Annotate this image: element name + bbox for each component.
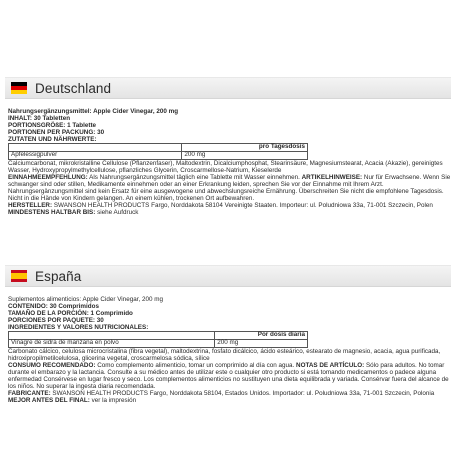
table-header-cell: Por dosis diaria (215, 332, 308, 340)
nutrition-heading: ZUTATEN UND NÄHRWERTE: (8, 136, 97, 144)
section-header-deutschland (5, 77, 451, 99)
best-before (8, 209, 451, 216)
table-header-cell: pro Tagesdosis (182, 144, 308, 152)
usage-text: Als Nahrungsergänzungsmittel täglich eine Tablette mit Wasser einnehmen. (87, 173, 302, 181)
section-espana (5, 265, 451, 404)
section-body (5, 108, 451, 216)
warnings-label: ARTIKELHINWEISE: (301, 173, 363, 181)
usage-paragraph (8, 362, 451, 390)
spain-flag-icon (11, 270, 27, 282)
germany-flag-icon (11, 82, 27, 94)
warnings-label: NOTAS DE ARTÍCULO: (296, 361, 365, 369)
manufacturer (8, 202, 451, 209)
manufacturer-text: SWANSON HEALTH PRODUCTS Fargo, Norddakota 58104, Estados Unidos. Importador: ul. Poludniowa 33a, 71-001 Szczecin, Polonia (50, 390, 435, 398)
nutrition-table (8, 143, 308, 159)
manufacturer-label: HERSTELLER: (8, 202, 53, 210)
ingredients-list: Calciumcarbonat, mikrokristalline Cellulose (Pflanzenfaser), Maltodextrin, Dicalciumphosphat, Stearinsäure, Magnesiumstearat, Acacia (Akazie), gereinigtes Wasser, Hydroxypropylmethylcellulose, pflanzliches Glycerin, Croscarmellose-Natrium, Kieselerde (8, 159, 443, 174)
best-before-text: ver la impresión (89, 397, 137, 405)
best-before-label: MEJOR ANTES DEL FINAL: (8, 397, 90, 405)
best-before-label: MINDESTENS HALTBAR BIS: (8, 209, 96, 217)
table-cell-amount: 200 mg (182, 152, 308, 160)
usage-label: CONSUMO RECOMENDADO: (8, 361, 96, 369)
manufacturer (8, 390, 451, 397)
content-amount: INHALT: 30 Tabletten (8, 115, 71, 123)
warnings-text: Nur für Erwachsene. Wenn Sie schwanger sind oder stillen, Medikamente einnehmen oder an einer Erkrankung leiden, sprechen Sie vor der Einnahme mit Ihrem Arzt. Nahrungsergänzungsmittel sind kein Ersatz für eine ausgewogene und abwechslungsreiche Ernährung. Überschreiten Sie nicht die empfohlene Tagesdosis. Nicht in die Hände von Kindern gelangen. An einem kühlen, trockenen Ort aufbewahren. (8, 173, 451, 203)
portions-per-pack: PORCIONES POR PAQUETE: 30 (8, 317, 104, 325)
table-cell-amount: 200 mg (215, 340, 308, 348)
product-name: Suplementos alimenticios: Apple Cider Vinegar, 200 mg (8, 296, 163, 303)
section-title: España (35, 268, 82, 284)
ingredients-list: Carbonato cálcico, celulosa microcristalina (fibra vegetal), maltodextrina, fosfato dicálcico, ácido esteárico, estearato de magnesio, acacia, agua purificada, hidroxipropilmetilcelulosa, glicerina vegetal, croscarmelosa sódica, sílice (8, 347, 441, 362)
usage-paragraph (8, 174, 451, 202)
nutrition-heading: INGREDIENTES Y VALORES NUTRICIONALES: (8, 324, 149, 332)
manufacturer-text: SWANSON HEALTH PRODUCTS Fargo, Norddakota 58104 Vereinigte Staaten. Importeur: ul. Poludniowa 33a, 71-001 Szczecin, Polen (52, 202, 433, 210)
best-before (8, 397, 451, 404)
section-deutschland (5, 77, 451, 216)
portion-size: TAMAÑO DE LA PORCIÓN: 1 Comprimido (8, 310, 133, 318)
nutrition-table (8, 331, 308, 347)
table-cell-ingredient: Apfelessigpulver (9, 152, 182, 160)
section-title: Deutschland (35, 80, 112, 96)
table-row (9, 152, 308, 160)
product-name: Nahrungsergänzungsmittel: Apple Cider Vinegar, 200 mg (8, 108, 179, 115)
table-cell-ingredient: Vinagre de sidra de manzana en polvo (9, 340, 215, 348)
section-body (5, 296, 451, 404)
manufacturer-label: FABRICANTE: (8, 390, 51, 398)
usage-label: EINNAHMEEMPFEHLUNG: (8, 173, 88, 181)
portion-size: PORTIONSGRÖßE: 1 Tablette (8, 122, 97, 130)
section-header-espana (5, 265, 451, 287)
content-amount: CONTENIDO: 30 Comprimidos (8, 303, 99, 311)
warnings-text: Sólo para adultos. No tomar durante el embarazo y la lactancia. Consulte a su médico antes de utilizar este o cualquier otro producto si está tomando medicamentos o padece alguna enfermedad Consérvese en lugar fresco y seco. Los complementos alimenticios no sustituyen una dieta equilibrada y variada. Consérvar fuera del alcance de los niños. No superar la ingesta diaria recomendada. (8, 361, 449, 391)
best-before-text: siehe Aufdruck (95, 209, 139, 217)
table-row (9, 340, 308, 348)
portions-per-pack: PORTIONEN PER PACKUNG: 30 (8, 129, 105, 137)
usage-text: Como complemento alimenticio, tomar un comprimido al día con agua. (95, 361, 297, 369)
